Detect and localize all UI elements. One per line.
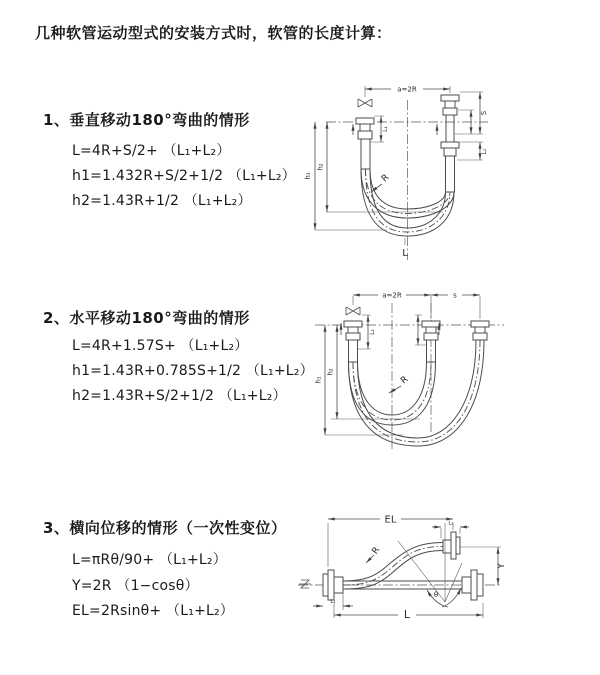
dim-label-span: a=2R bbox=[382, 291, 402, 300]
dim-label-el: EL bbox=[384, 514, 397, 526]
formula-line: Y=2R （1−cosθ） bbox=[72, 578, 199, 594]
dim-label-length: L bbox=[403, 608, 411, 621]
formula-line: L=4R+S/2+ （L₁+L₂） bbox=[72, 143, 231, 159]
diagram-horizontal-180-bend bbox=[308, 283, 523, 461]
dim-label-travel: s bbox=[453, 291, 457, 300]
flange-left bbox=[323, 570, 343, 600]
dim-label-l1-bottom: L₁ bbox=[330, 599, 336, 605]
section-2-heading: 2、水平移动180°弯曲的情形 bbox=[43, 309, 250, 327]
formula-line: h1=1.432R+S/2+1/2 （L₁+L₂） bbox=[72, 168, 296, 184]
valve-icon bbox=[358, 99, 372, 107]
dim-label-l1-top: L₁ bbox=[448, 520, 454, 527]
dim-label-h1: h₁ bbox=[304, 172, 312, 180]
dim-label-l2: L₂ bbox=[481, 148, 488, 155]
dim-label-h2: h₂ bbox=[316, 163, 325, 171]
formula-line: h1=1.43R+0.785S+1/2 （L₁+L₂） bbox=[72, 363, 314, 379]
formula-line: EL=2Rsinθ+ （L₁+L₂） bbox=[72, 603, 234, 619]
dim-label-h1: h₁ bbox=[314, 376, 323, 384]
dim-label-radius: R bbox=[370, 545, 383, 557]
dimensions bbox=[315, 292, 481, 436]
formula-line: L=4R+1.57S+ （L₁+L₂） bbox=[72, 338, 249, 354]
dim-label-radius: R bbox=[379, 172, 392, 185]
break-symbol bbox=[299, 580, 311, 588]
dimensions bbox=[304, 86, 488, 260]
flange-right-low bbox=[462, 570, 483, 600]
formula-line: L=πRθ/90+ （L₁+L₂） bbox=[72, 552, 227, 568]
flange-right bbox=[471, 321, 489, 340]
dim-label-h2: h₂ bbox=[326, 368, 335, 376]
dim-label-length: L bbox=[402, 248, 408, 259]
page-title: 几种软管运动型式的安装方式时，软管的长度计算： bbox=[35, 24, 392, 42]
dim-label-l1: L₁ bbox=[382, 126, 389, 132]
braid-section bbox=[361, 139, 370, 169]
flange-left bbox=[356, 118, 374, 169]
flange-right bbox=[441, 95, 459, 192]
diagram-lateral-displacement bbox=[298, 503, 578, 655]
dim-label-span: a=2R bbox=[397, 85, 417, 94]
dimensions bbox=[313, 515, 507, 622]
section-3-heading: 3、横向位移的情形（一次性变位） bbox=[43, 519, 287, 537]
dim-label-travel: S bbox=[480, 110, 488, 116]
dim-label-radius: R bbox=[399, 374, 411, 387]
diagram-vertical-180-bend bbox=[283, 72, 498, 270]
dim-label-l1: L₁ bbox=[369, 329, 376, 335]
section-1-heading: 1、垂直移动180°弯曲的情形 bbox=[43, 111, 250, 129]
hose-displaced-position bbox=[343, 543, 443, 590]
formula-line: h2=1.43R+1/2 （L₁+L₂） bbox=[72, 193, 252, 209]
flange-elevated bbox=[443, 532, 460, 559]
dim-label-y: Y bbox=[497, 563, 507, 569]
braid-section bbox=[446, 156, 455, 192]
flange-left bbox=[344, 321, 362, 362]
valve-icon bbox=[346, 307, 360, 315]
formula-line: h2=1.43R+S/2+1/2 （L₁+L₂） bbox=[72, 388, 287, 404]
dim-label-theta: θ bbox=[433, 591, 439, 599]
hose-position-b bbox=[349, 340, 485, 446]
hose-and-fittings bbox=[344, 307, 489, 446]
braid-section bbox=[349, 340, 358, 362]
